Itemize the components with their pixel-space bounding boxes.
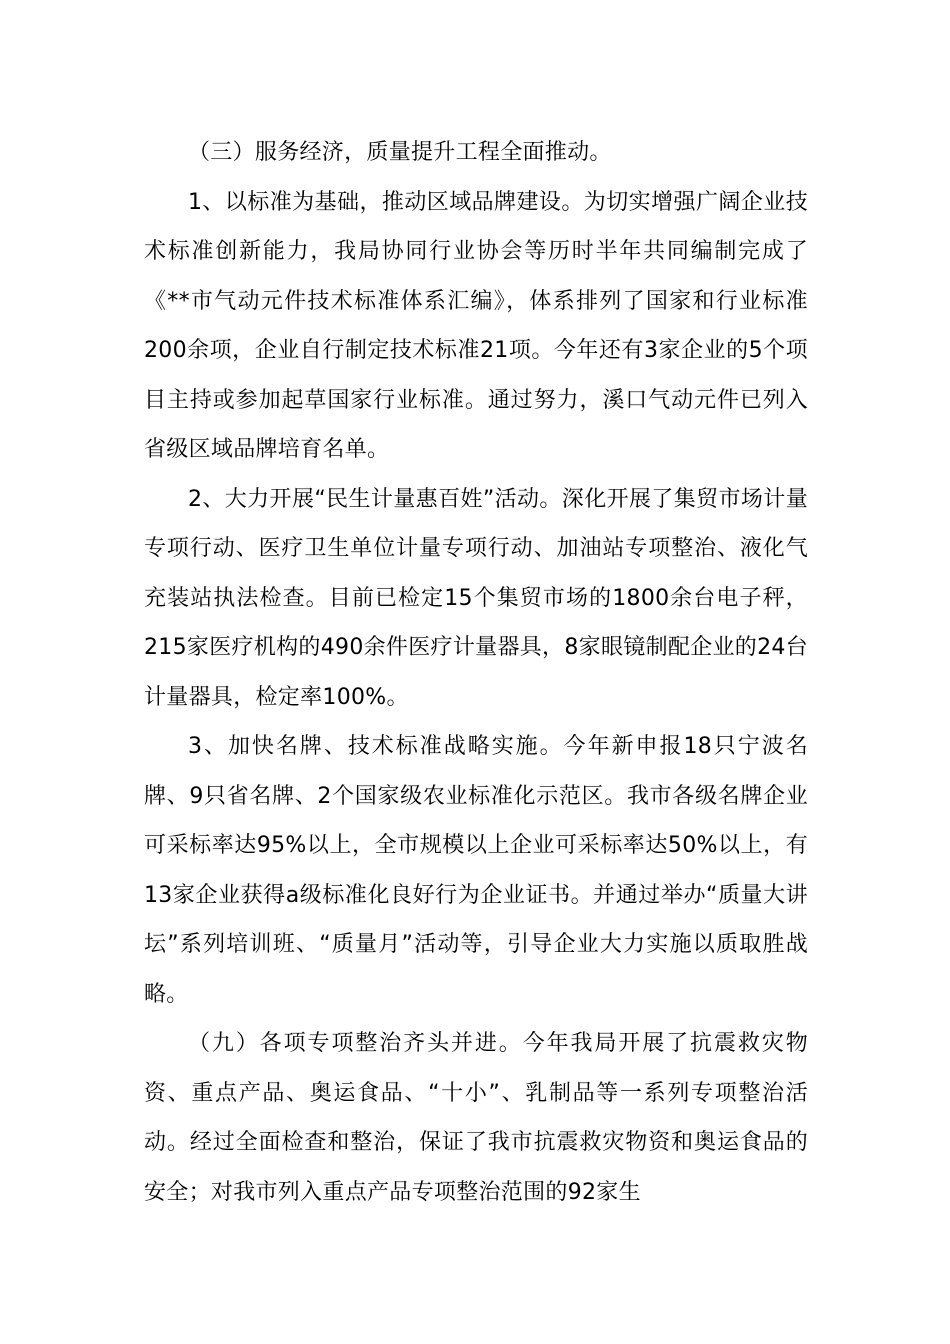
paragraph-section-3-heading: （三）服务经济，质量提升工程全面推动。	[188, 140, 612, 165]
paragraph-brand-strategy: 3、加快名牌、技术标准战略实施。今年新申报18只宁波名牌、9只省名牌、2个国家级农业标准化示范区。我市各级名牌企业可采标率达95%以上，全市规模以上企业可采标率达50%以上，有13家企业获得a级标准化良好行为企业证书。并通过举办“质量大讲坛”系列培训班、“质量月”活动等，引导企业大力实施以质取胜战略。	[144, 734, 808, 1007]
paragraph-metrology-campaign: 2、大力开展“民生计量惠百姓”活动。深化开展了集贸市场计量专项行动、医疗卫生单位计量专项行动、加油站专项整治、液化气充装站执法检查。目前已检定15个集贸市场的1800余台电子秤，215家医疗机构的490余件医疗计量器具，8家眼镜制配企业的24台计量器具，检定率100%。	[144, 486, 808, 710]
paragraph-section-9-rectification: （九）各项专项整治齐头并进。今年我局开展了抗震救灾物资、重点产品、奥运食品、“十小”、乳制品等一系列专项整治活动。经过全面检查和整治，保证了我市抗震救灾物资和奥运食品的安全；对我市列入重点产品专项整治范围的92家生	[144, 1031, 808, 1205]
document-body	[144, 128, 808, 1217]
paragraph-standards-brand: 1、以标准为基础，推动区域品牌建设。为切实增强广阔企业技术标准创新能力，我局协同行业协会等历时半年共同编制完成了《**市气动元件技术标准体系汇编》，体系排列了国家和行业标准200余项，企业自行制定技术标准21项。今年还有3家企业的5个项目主持或参加起草国家行业标准。通过努力，溪口气动元件已列入省级区域品牌培育名单。	[144, 189, 808, 462]
